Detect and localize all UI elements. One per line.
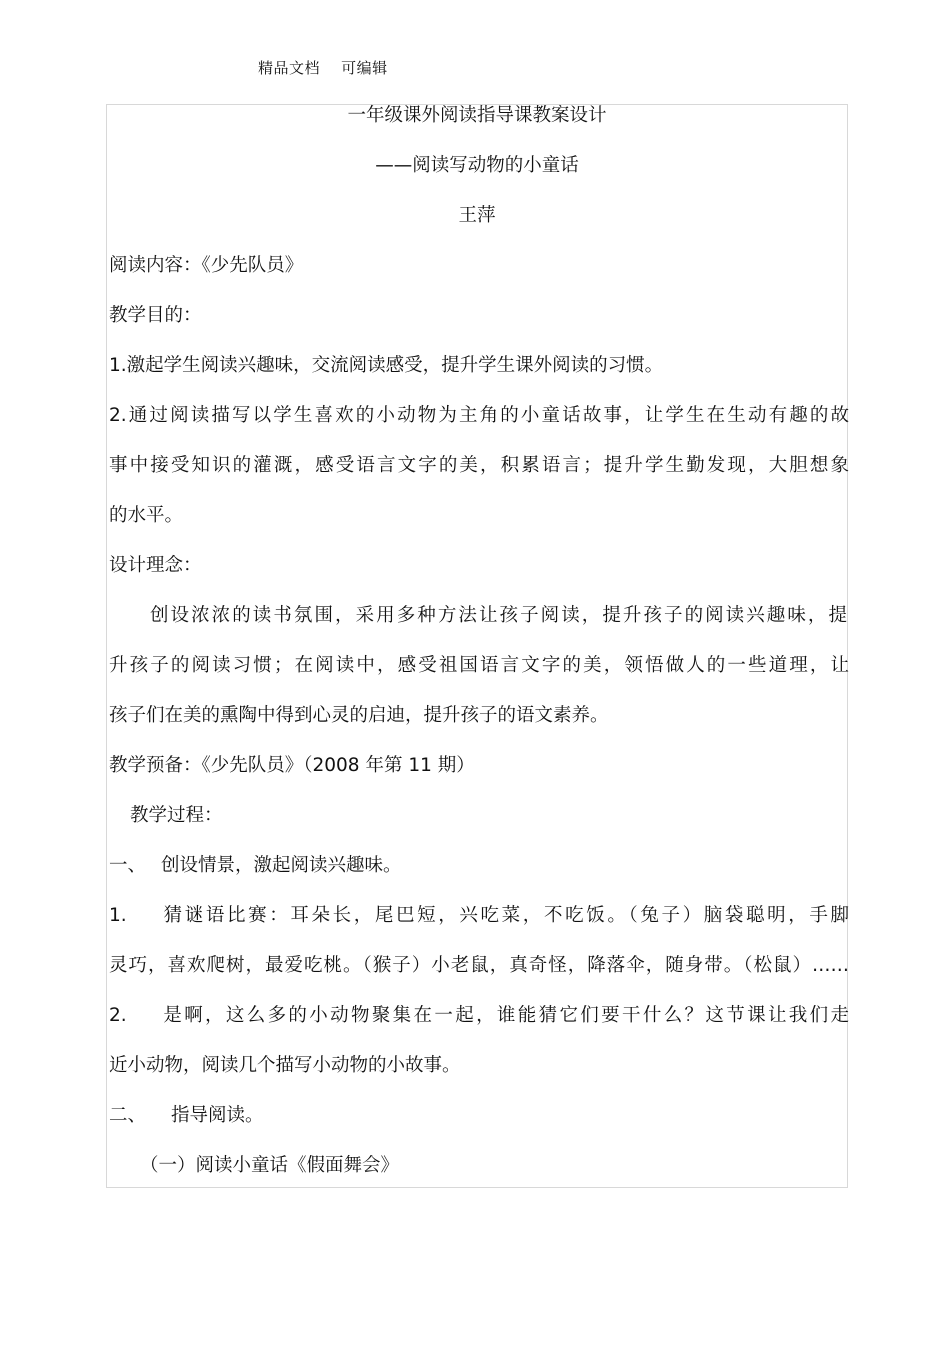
riddle-1-number: 1. (109, 905, 127, 926)
section-2-number: 二、 (109, 1105, 147, 1126)
goals-heading: 教学目的： (109, 305, 202, 326)
section-2-text: 指导阅读。 (171, 1105, 264, 1126)
reading-content: 阅读内容：《少先队员》 (109, 255, 304, 276)
riddle-1-line-1 (109, 904, 849, 928)
section-2 (109, 1104, 849, 1128)
section-1 (109, 854, 849, 878)
riddle-2-line-1 (109, 1004, 849, 1028)
document-subtitle: ——阅读写动物的小童话 (375, 155, 579, 176)
page-header: 精品文档 可编辑 (258, 59, 388, 77)
process-heading: 教学过程： (130, 805, 223, 826)
goal-2-line-2: 事中接受知识的灌溉，感受语言文字的美，积累语言；提升学生勤发现，大胆想象 (109, 455, 849, 476)
document-author: 王萍 (458, 205, 496, 226)
subsection-1: （一）阅读小童话《假面舞会》 (140, 1155, 400, 1176)
riddle-2-line-2: 近小动物，阅读几个描写小动物的小故事。 (109, 1055, 461, 1076)
riddle-1-text: 猜谜语比赛：耳朵长，尾巴短，兴吃菜，不吃饭。（兔子）脑袋聪明，手脚 (161, 905, 849, 926)
teaching-prep: 教学预备：《少先队员》（2008 年第 11 期） (109, 755, 475, 776)
riddle-2-text: 是啊，这么多的小动物聚集在一起，谁能猜它们要干什么？这节课让我们走 (161, 1005, 849, 1026)
riddle-1-line-2: 灵巧，喜欢爬树，最爱吃桃。（猴子）小老鼠，真奇怪，降落伞，随身带。（松鼠）…… (109, 955, 849, 976)
document-title: 一年级课外阅读指导课教案设计 (347, 105, 607, 126)
goal-2-line-3: 的水平。 (109, 505, 184, 526)
idea-line-2: 升孩子的阅读习惯；在阅读中，感受祖国语言文字的美，领悟做人的一些道理，让 (109, 655, 849, 676)
goal-1: 1.激起学生阅读兴趣味，交流阅读感受，提升学生课外阅读的习惯。 (109, 355, 664, 376)
idea-heading: 设计理念： (109, 555, 202, 576)
section-1-text: 创设情景，激起阅读兴趣味。 (161, 855, 402, 876)
idea-line-3: 孩子们在美的熏陶中得到心灵的启迪，提升孩子的语文素养。 (109, 705, 609, 726)
idea-line-1: 创设浓浓的读书氛围，采用多种方法让孩子阅读，提升孩子的阅读兴趣味，提 (150, 605, 847, 626)
section-1-number: 一、 (109, 855, 147, 876)
goal-2-line-1: 2.通过阅读描写以学生喜欢的小动物为主角的小童话故事，让学生在生动有趣的故 (109, 405, 849, 426)
riddle-2-number: 2. (109, 1005, 127, 1026)
